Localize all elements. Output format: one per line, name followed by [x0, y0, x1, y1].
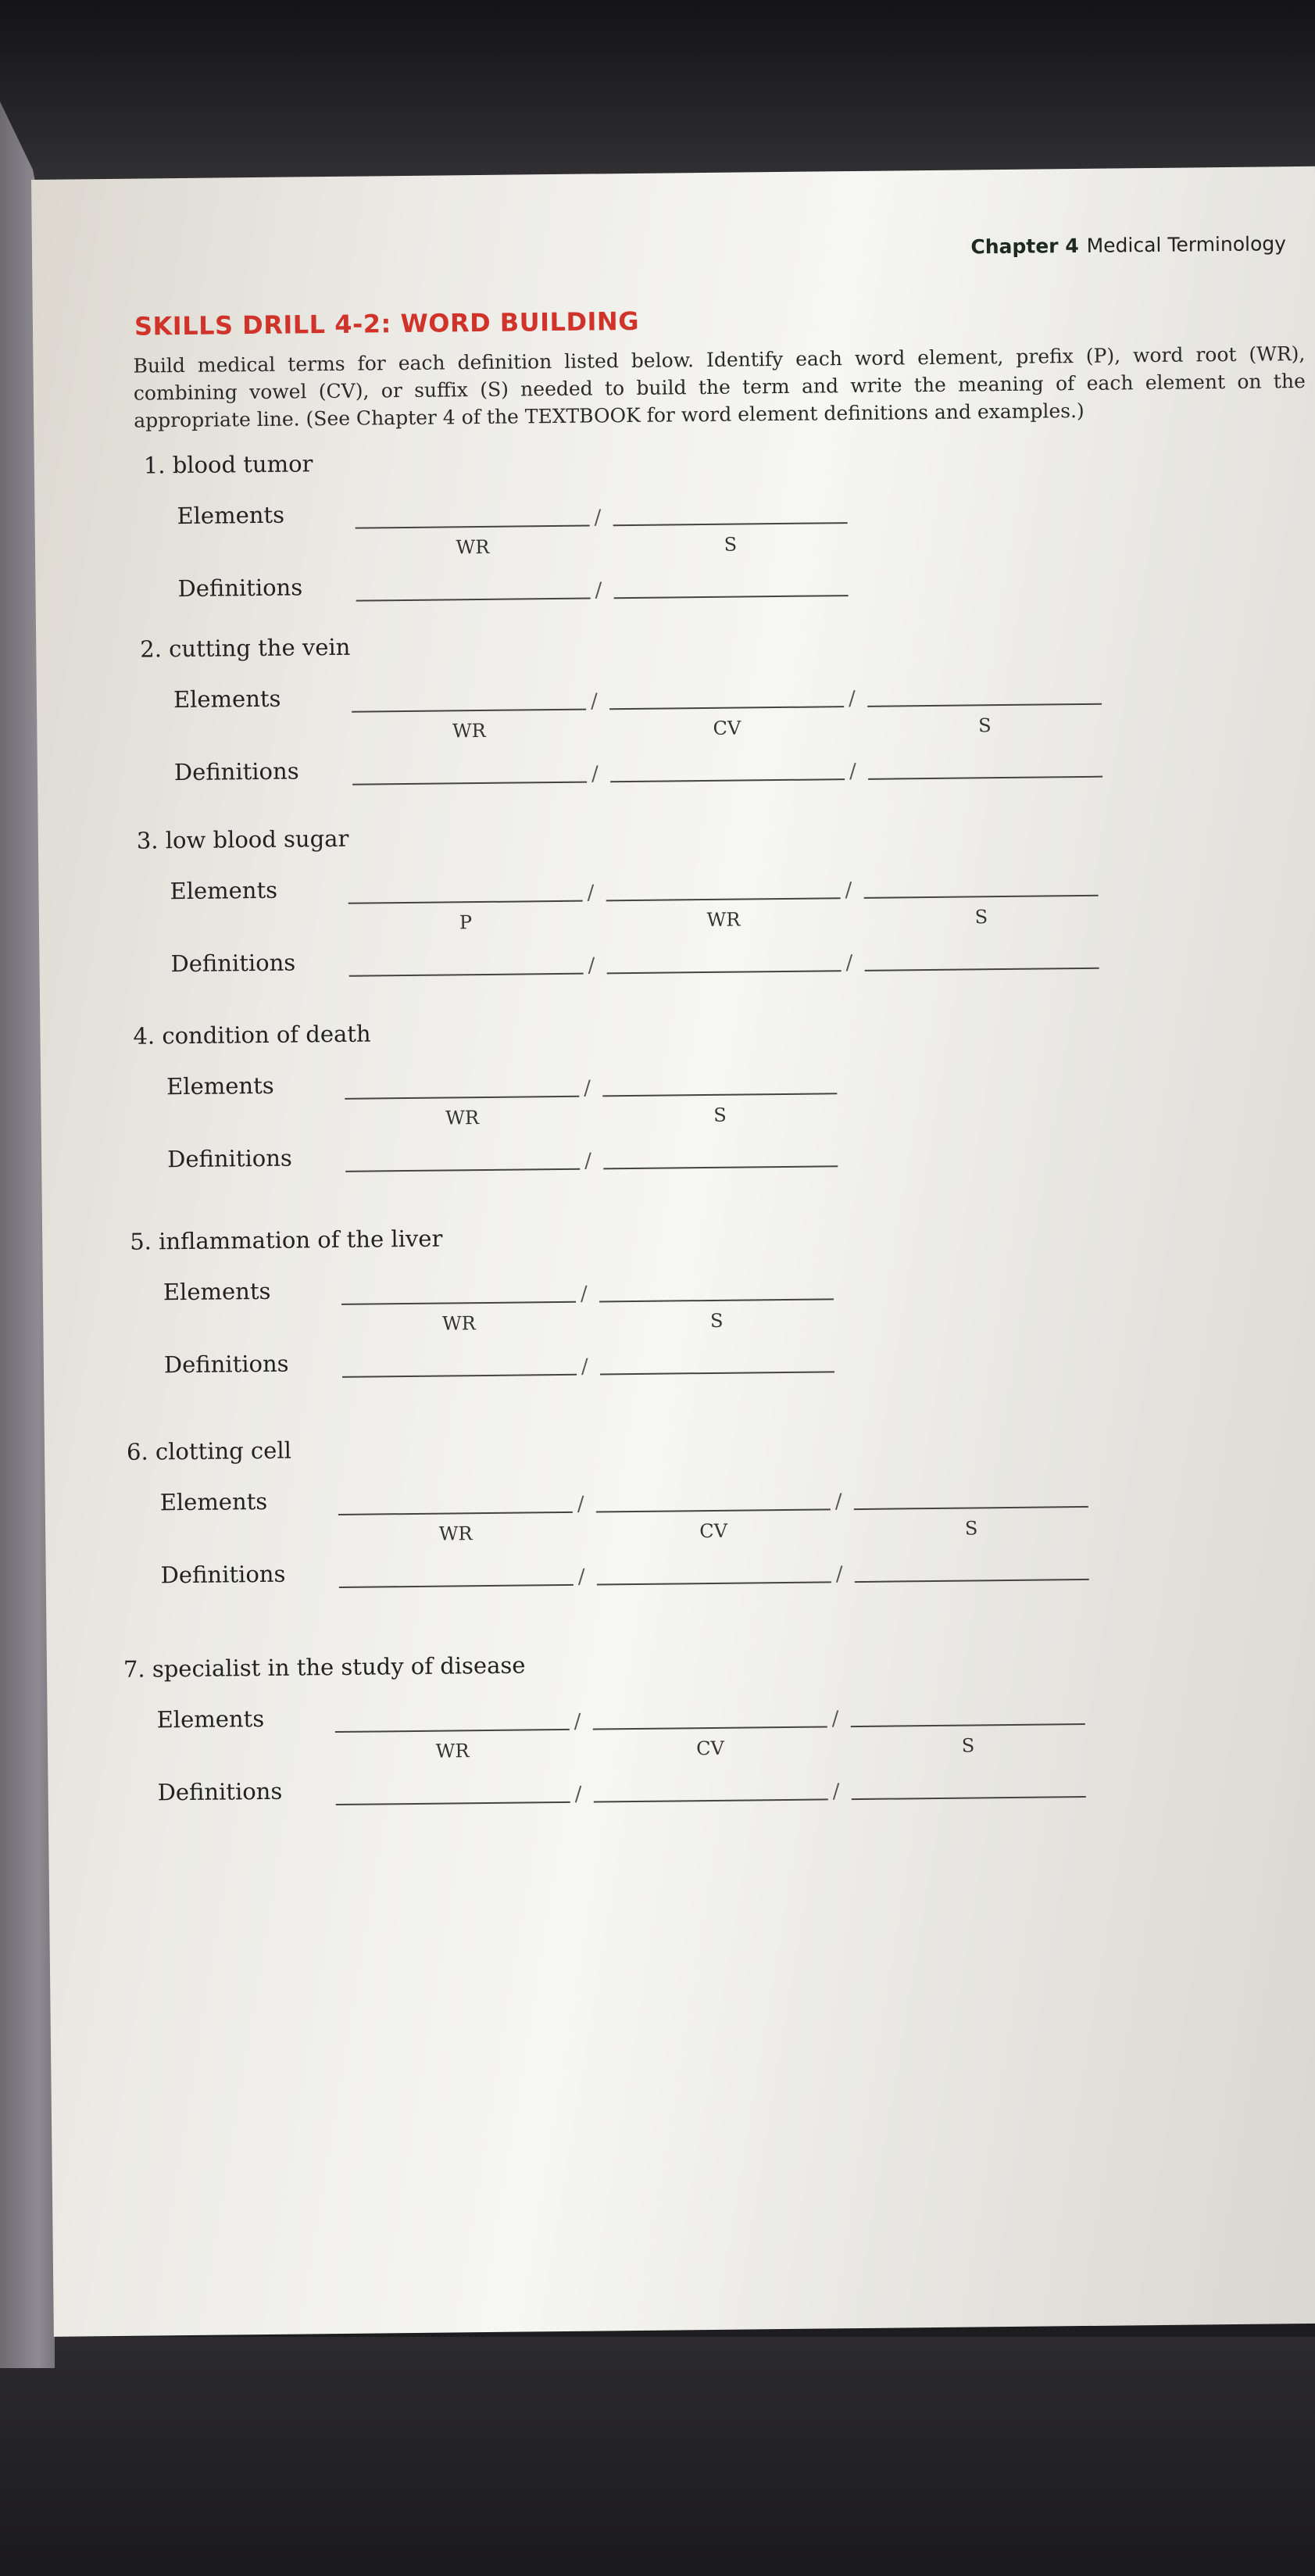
elements-blank-2[interactable]	[602, 1093, 837, 1097]
problem-term: cutting the vein	[169, 633, 351, 663]
element-type-label: WR	[438, 1522, 473, 1545]
elements-blank-1[interactable]	[345, 1096, 579, 1100]
separator-slash: /	[832, 1780, 840, 1804]
definitions-blank-1[interactable]	[342, 1374, 577, 1378]
elements-blank-2[interactable]	[599, 1298, 834, 1302]
background-bottom	[0, 2337, 1315, 2576]
definitions-blank-2[interactable]	[600, 1371, 834, 1375]
problem-definition	[137, 825, 349, 854]
chapter-subject: Medical Terminology	[1086, 232, 1287, 257]
definitions-blank-3[interactable]	[852, 1796, 1086, 1800]
elements-blank-3[interactable]	[854, 1506, 1088, 1510]
problem-number: 1.	[143, 452, 166, 479]
elements-label: Elements	[159, 1487, 268, 1516]
elements-blank-2[interactable]	[609, 706, 844, 710]
problem-5	[130, 1215, 1315, 1424]
element-type-label: WR	[452, 719, 486, 742]
elements-blank-1[interactable]	[356, 525, 590, 529]
separator-slash: /	[581, 1354, 588, 1379]
elements-blank-1[interactable]	[338, 1512, 573, 1515]
problem-6	[127, 1426, 1315, 1634]
elements-blank-1[interactable]	[335, 1729, 570, 1733]
separator-slash: /	[588, 953, 595, 978]
elements-label: Elements	[166, 1072, 274, 1100]
problem-3	[137, 814, 1315, 1022]
definitions-blank-2[interactable]	[594, 1798, 828, 1802]
problem-number: 3.	[136, 827, 159, 854]
definitions-label: Definitions	[160, 1560, 286, 1589]
problem-number: 4.	[133, 1022, 155, 1050]
separator-slash: /	[577, 1565, 585, 1589]
element-type-label: S	[964, 1517, 978, 1540]
problem-2	[140, 622, 1315, 831]
definitions-blank-3[interactable]	[865, 968, 1099, 971]
elements-blank-2[interactable]	[593, 1726, 827, 1730]
element-type-label: S	[709, 1309, 724, 1332]
separator-slash: /	[574, 1709, 581, 1733]
definitions-label: Definitions	[170, 949, 296, 978]
definitions-blank-2[interactable]	[597, 1581, 831, 1585]
separator-slash: /	[848, 686, 856, 711]
problem-7	[123, 1643, 1315, 1852]
separator-slash: /	[580, 1282, 588, 1306]
separator-slash: /	[831, 1707, 839, 1731]
instructions: Build medical terms for each definition listed below. Identify each word element, prefix (P), word root (WR), combining vowel (CV), or suffix (S) needed to build the term and write the meaning of each element on the appropriate line. (See Chapter 4 of the TEXTBOOK for word element definitions and examples.)	[133, 342, 1306, 432]
separator-slash: /	[587, 881, 595, 905]
separator-slash: /	[845, 878, 852, 903]
problem-definition	[123, 1651, 526, 1682]
definitions-label: Definitions	[163, 1350, 289, 1379]
element-type-label: CV	[713, 717, 741, 739]
separator-slash: /	[577, 1492, 584, 1516]
problem-4	[133, 1009, 1315, 1218]
problem-number: 2.	[140, 635, 163, 663]
problem-term: low blood sugar	[165, 825, 349, 854]
element-type-label: S	[724, 533, 738, 556]
problem-number: 5.	[130, 1228, 152, 1255]
separator-slash: /	[849, 759, 856, 784]
problem-term: specialist in the study of disease	[152, 1651, 526, 1683]
elements-blank-3[interactable]	[867, 703, 1102, 707]
definitions-blank-2[interactable]	[607, 970, 842, 974]
elements-label: Elements	[156, 1705, 265, 1733]
definitions-label: Definitions	[173, 757, 299, 786]
separator-slash: /	[590, 689, 598, 714]
element-type-label: S	[974, 906, 988, 928]
element-type-label: WR	[456, 535, 490, 559]
problem-definition	[144, 450, 313, 478]
problem-term: blood tumor	[172, 450, 313, 479]
element-type-label: S	[961, 1734, 975, 1757]
definitions-blank-1[interactable]	[339, 1584, 574, 1588]
elements-blank-2[interactable]	[596, 1508, 831, 1512]
separator-slash: /	[574, 1782, 582, 1806]
elements-label: Elements	[177, 501, 285, 530]
elements-label: Elements	[170, 876, 278, 905]
element-type-label: WR	[441, 1312, 476, 1335]
elements-blank-2[interactable]	[613, 522, 848, 526]
running-head	[970, 232, 1286, 258]
elements-label: Elements	[163, 1277, 271, 1306]
problem-term: condition of death	[162, 1020, 371, 1050]
separator-slash: /	[591, 762, 599, 786]
problem-definition	[130, 1225, 442, 1255]
separator-slash: /	[584, 1149, 592, 1173]
separator-slash: /	[835, 1562, 843, 1587]
definitions-blank-1[interactable]	[336, 1801, 570, 1805]
elements-label: Elements	[173, 685, 281, 714]
drill-title: SKILLS DRILL 4-2: WORD BUILDING	[134, 306, 640, 342]
definitions-blank-2[interactable]	[614, 595, 849, 599]
element-type-label: S	[713, 1104, 727, 1126]
problem-term: clotting cell	[155, 1436, 292, 1465]
definitions-blank-1[interactable]	[349, 973, 584, 977]
element-type-label: WR	[445, 1107, 480, 1129]
chapter-number: Chapter 4	[970, 234, 1079, 259]
elements-blank-3[interactable]	[851, 1723, 1085, 1727]
problem-1	[144, 438, 1315, 647]
definitions-label: Definitions	[177, 574, 303, 603]
definitions-blank-1[interactable]	[356, 598, 591, 602]
element-type-label: CV	[696, 1737, 725, 1760]
element-type-label: WR	[706, 908, 741, 931]
elements-blank-1[interactable]	[348, 900, 583, 904]
separator-slash: /	[584, 1076, 591, 1100]
element-type-label: P	[459, 911, 473, 934]
definitions-label: Definitions	[166, 1144, 292, 1173]
separator-slash: /	[594, 506, 602, 530]
elements-blank-1[interactable]	[352, 709, 586, 713]
separator-slash: /	[845, 951, 853, 975]
definitions-blank-3[interactable]	[868, 776, 1102, 780]
problem-number: 6.	[126, 1438, 148, 1465]
element-type-label: WR	[435, 1740, 470, 1762]
problem-definition	[127, 1437, 291, 1465]
definitions-blank-1[interactable]	[352, 782, 587, 785]
definitions-blank-1[interactable]	[345, 1168, 580, 1172]
element-type-label: CV	[699, 1519, 728, 1543]
elements-blank-3[interactable]	[864, 895, 1099, 899]
problem-number: 7.	[123, 1655, 145, 1683]
separator-slash: /	[834, 1490, 842, 1514]
element-type-label: S	[977, 714, 992, 737]
problem-definition	[133, 1021, 370, 1050]
elements-blank-2[interactable]	[606, 897, 841, 901]
definitions-blank-2[interactable]	[610, 778, 845, 782]
definitions-blank-2[interactable]	[603, 1165, 838, 1169]
definitions-label: Definitions	[157, 1777, 283, 1806]
worksheet-page	[31, 166, 1315, 2337]
elements-blank-1[interactable]	[341, 1301, 576, 1305]
problem-term: inflammation of the liver	[158, 1225, 443, 1255]
separator-slash: /	[595, 578, 602, 603]
problem-definition	[140, 634, 350, 663]
definitions-blank-3[interactable]	[855, 1579, 1089, 1583]
